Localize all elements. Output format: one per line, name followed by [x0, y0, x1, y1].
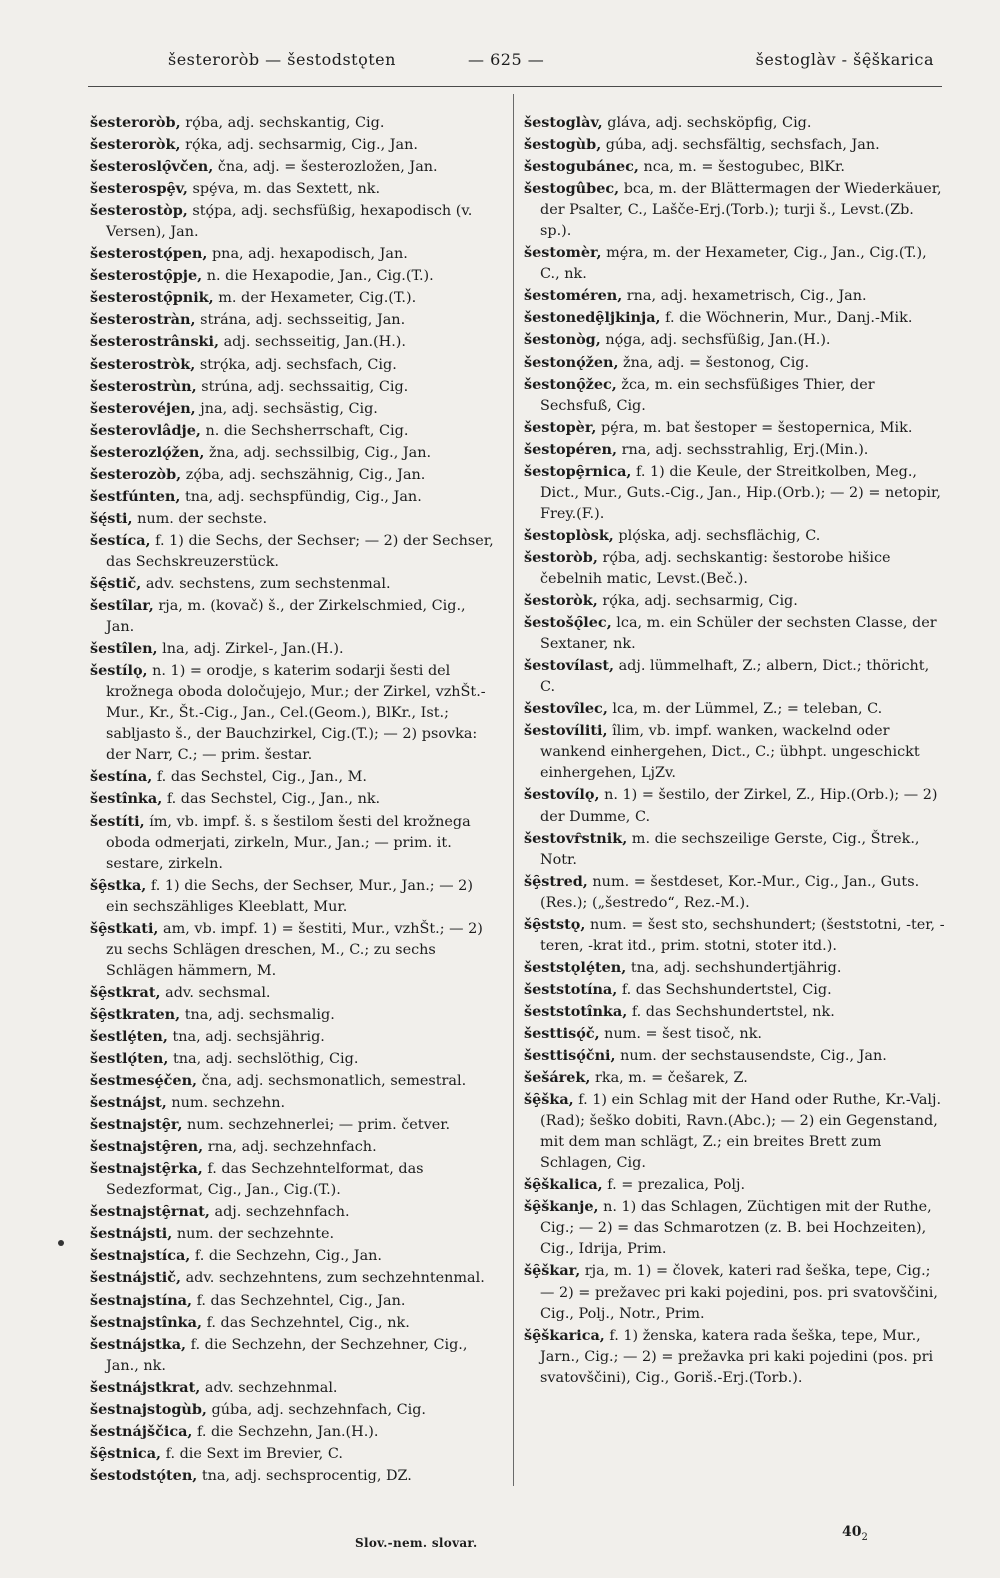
entry-definition: tna, adj. sechsmalig. — [184, 1006, 335, 1023]
entry-headword: šestnájst, — [90, 1094, 167, 1112]
dictionary-entry — [90, 660, 498, 766]
dictionary-entry — [524, 1174, 946, 1196]
entry-headword: šesterovlâdje, — [90, 421, 201, 439]
entry-definition: f. 1) die Sechs, der Sechser; — 2) der Sechser, das Sechskreuzerstück. — [106, 532, 494, 570]
dictionary-entry — [90, 1399, 498, 1421]
entry-headword: šesterostòp, — [90, 202, 188, 220]
entry-definition: rǫ́ba, adj. sechskantig, Cig. — [185, 115, 385, 131]
entry-definition: am, vb. impf. 1) = šestiti, Mur., vzhŠt.; — 2) zu sechs Schlägen dreschen, M., C.; zu sechs Schlägen hämmern, M. — [106, 920, 483, 979]
entry-definition: f. das Sechzehntel, Cig., Jan. — [196, 1292, 406, 1309]
entry-headword: šesteroròb, — [90, 114, 181, 131]
dictionary-entry — [90, 1048, 498, 1070]
entry-definition: tna, adj. sechsjährig. — [172, 1028, 325, 1045]
entry-headword: šesteroròk, — [90, 136, 181, 154]
entry-definition: gláva, adj. sechsköpfig, Cig. — [607, 115, 812, 131]
entry-definition: f. die Sechzehn, der Sechzehner, Cig., Jan., nk. — [106, 1336, 468, 1374]
entry-headword: šesterostròk, — [90, 355, 196, 373]
dictionary-entry — [90, 243, 498, 265]
entry-headword: šestnajstȩ̑r, — [90, 1116, 183, 1134]
entry-definition: f. das Sechstel, Cig., Jan., M. — [156, 769, 367, 786]
dictionary-entry — [90, 354, 498, 376]
dictionary-entry — [90, 1070, 498, 1092]
dictionary-entry — [90, 376, 498, 398]
dictionary-entry — [524, 698, 946, 720]
dictionary-entry — [524, 914, 946, 957]
entry-definition: plǫ́ska, adj. sechsflächig, C. — [618, 527, 821, 544]
entry-headword: šȩ̑ška, — [524, 1091, 574, 1109]
dictionary-entry — [90, 1443, 498, 1465]
dictionary-entry — [90, 573, 498, 595]
entry-headword: šešárek, — [524, 1069, 591, 1087]
entry-definition: f. die Sechzehn, Jan.(H.). — [197, 1423, 379, 1440]
entry-headword: šestopéren, — [524, 440, 618, 458]
entry-headword: šestnájstka, — [90, 1335, 187, 1353]
entry-headword: šȩ̑škalica, — [524, 1176, 603, 1194]
entry-definition: num. der sechzehnte. — [176, 1226, 335, 1243]
dictionary-entry — [524, 547, 946, 590]
entry-headword: šesterostrùn, — [90, 377, 197, 395]
entry-definition: nǫ́ga, adj. sechsfüßig, Jan.(H.). — [605, 332, 831, 349]
entry-headword: šestomèr, — [524, 244, 602, 262]
entry-headword: šestogùb, — [524, 136, 602, 154]
dictionary-entry — [90, 112, 498, 134]
entry-headword: šestopèr, — [524, 418, 597, 436]
entry-headword: šestnajstȩ̑ren, — [90, 1138, 204, 1156]
entry-headword: šę̑stič, — [90, 574, 142, 592]
entry-definition: num. sechzehn. — [171, 1095, 286, 1112]
entry-headword: šestodstǫ́ten, — [90, 1466, 198, 1484]
entry-headword: šestoròb, — [524, 548, 598, 566]
dictionary-entry — [90, 309, 498, 331]
entry-headword: šȩ̑stred, — [524, 872, 588, 890]
dictionary-entry — [90, 595, 498, 638]
entry-definition: jna, adj. sechsästig, Cig. — [200, 400, 378, 417]
dictionary-entry — [524, 590, 946, 612]
dictionary-entry — [524, 1325, 946, 1389]
dictionary-entry — [524, 1023, 946, 1045]
dictionary-entry — [90, 918, 498, 982]
entry-headword: šesttisǫ́č, — [524, 1024, 600, 1042]
entry-headword: šestíca, — [90, 531, 151, 549]
entry-definition: gúba, adj. sechzehnfach, Cig. — [211, 1401, 426, 1418]
entry-definition: m. der Hexameter, Cig.(T.). — [218, 290, 417, 307]
entry-headword: šestovíliti, — [524, 722, 608, 740]
dictionary-entry — [90, 1136, 498, 1158]
entry-definition: tna, adj. sechspfündig, Cig., Jan. — [184, 488, 422, 505]
entry-headword: šestonòg, — [524, 331, 601, 349]
entry-definition: rǫ́ka, adj. sechsarmig, Cig., Jan. — [185, 137, 418, 154]
dictionary-entry — [90, 420, 498, 442]
dictionary-entry — [90, 1114, 498, 1136]
entry-headword: šestílǫ, — [90, 662, 148, 680]
entry-headword: šestoméren, — [524, 287, 623, 305]
dictionary-entry — [90, 331, 498, 353]
dictionary-entry — [524, 112, 946, 134]
entry-definition: adj. sechzehnfach. — [214, 1204, 350, 1221]
dictionary-entry — [90, 1223, 498, 1245]
entry-definition: rna, adj. sechzehnfach. — [207, 1139, 377, 1156]
entry-definition: f. das Sechshundertstel, nk. — [631, 1003, 835, 1020]
entry-headword: šestovílǫ, — [524, 786, 600, 804]
dictionary-entry — [90, 1465, 498, 1487]
entry-definition: num. = šestdeset, Kor.-Mur., Cig., Jan., Guts.(Res.); („šestredo“, Rez.-M.). — [540, 873, 920, 911]
entry-headword: šestnajstína, — [90, 1291, 193, 1309]
entry-definition: f. = prezalica, Polj. — [607, 1177, 746, 1194]
entry-definition: adv. sechzehnmal. — [204, 1379, 338, 1396]
dictionary-entry — [90, 178, 498, 200]
entry-headword: šesterospȩ̑v, — [90, 180, 188, 198]
entry-definition: žna, adj. sechssilbig, Cig., Jan. — [208, 444, 432, 461]
entry-definition: tna, adj. sechsprocentig, DZ. — [201, 1467, 412, 1484]
entry-definition: m. die sechszeilige Gerste, Cig., Štrek., Notr. — [540, 830, 920, 868]
entry-headword: šȩ̑stkraten, — [90, 1005, 181, 1023]
entry-definition: rna, adj. sechsstrahlig, Erj.(Min.). — [621, 441, 869, 458]
entry-definition: n. die Hexapodie, Jan., Cig.(T.). — [206, 268, 434, 285]
dictionary-entry — [524, 1196, 946, 1260]
entry-definition: f. das Sechshundertstel, Cig. — [621, 981, 832, 998]
entry-definition: f. 1) ein Schlag mit der Hand oder Ruthe, Kr.-Valj.(Rad); šeško dobiti, Ravn.(Abc.); — 2) ein Gegenstand, mit dem man schlägt, Z.; ein breites Brett zum Schlagen, Cig. — [540, 1092, 942, 1172]
right-column — [524, 112, 946, 1389]
entry-definition: zǫ́ba, adj. sechszähnig, Cig., Jan. — [185, 466, 426, 483]
entry-headword: šesterozòb, — [90, 465, 182, 483]
entry-definition: spȩ́va, m. das Sextett, nk. — [192, 181, 381, 198]
entry-definition: n. die Sechsherrschaft, Cig. — [205, 422, 409, 439]
entry-definition: f. die Wöchnerin, Mur., Danj.-Mik. — [665, 310, 913, 327]
entry-definition: rja, m. 1) = človek, kateri rad šeška, tepe, Cig.; — 2) = prežavec pri kaki pojedini, pos. pri svatovščini, Cig., Polj., Notr., Prim. — [540, 1263, 938, 1322]
entry-headword: šestîlar, — [90, 597, 154, 615]
entry-headword: šestošǫ̑lec, — [524, 614, 612, 632]
dictionary-entry — [90, 200, 498, 243]
entry-definition: f. das Sechstel, Cig., Jan., nk. — [166, 791, 381, 808]
entry-headword: šestnájstkrat, — [90, 1378, 201, 1396]
dictionary-entry — [524, 307, 946, 329]
entry-headword: šestovȓstnik, — [524, 829, 628, 847]
entry-headword: šestoplòsk, — [524, 526, 614, 544]
entry-headword: šestopȩ̑rnica, — [524, 462, 632, 480]
entry-definition: n. 1) = orodje, s katerim sodarji šesti del krožnega oboda določujejo, Mur.; der Zirkel, vzhŠt.-Mur., Kr., Št.-Cig., Jan., Cel.(Geom.), BlKr., Ist.; sabljasto š., der Bauchzirkel, Cig.(T.); — 2) psovka: der Narr, C.; — prim. šestar. — [106, 663, 486, 764]
entry-definition: žca, m. ein sechsfüßiges Thier, der Sechsfuß, Cig. — [540, 376, 875, 414]
dictionary-entry — [524, 1260, 946, 1324]
entry-headword: šesterostràn, — [90, 311, 196, 329]
dictionary-entry — [90, 1245, 498, 1267]
dictionary-entry — [524, 979, 946, 1001]
entry-headword: šesteroslǫ̑včen, — [90, 158, 214, 176]
entry-definition: num. = šest sto, sechshundert; (šeststotni, -ter, -teren, -krat itd., prim. stotni, stoter itd.). — [540, 916, 945, 954]
entry-headword: šestonǫ̑žec, — [524, 375, 617, 393]
dictionary-entry — [90, 1267, 498, 1289]
entry-headword: šestogubánec, — [524, 158, 639, 176]
dictionary-entry — [524, 374, 946, 417]
dictionary-entry — [524, 720, 946, 784]
dictionary-entry — [524, 1089, 946, 1174]
dictionary-entry — [524, 525, 946, 547]
entry-headword: šestnajstȩ̑rka, — [90, 1160, 203, 1178]
entry-headword: šestíti, — [90, 812, 145, 830]
entry-definition: f. das Sechzehntel, Cig., nk. — [206, 1314, 410, 1331]
entry-headword: šeststotína, — [524, 980, 618, 998]
entry-headword: šeststǫlȩ́ten, — [524, 958, 627, 976]
entry-headword: šesterostǫ̑pnik, — [90, 289, 214, 307]
dictionary-entry — [524, 285, 946, 307]
dictionary-entry — [90, 134, 498, 156]
entry-headword: šestogûbec, — [524, 180, 620, 198]
entry-headword: šestîlen, — [90, 640, 158, 658]
dictionary-entry — [524, 242, 946, 285]
dictionary-entry — [90, 788, 498, 810]
entry-headword: šȩ̑ststǫ, — [524, 915, 586, 933]
dictionary-entry — [90, 265, 498, 287]
dictionary-entry — [90, 287, 498, 309]
entry-headword: šestoròk, — [524, 592, 598, 610]
entry-definition: bca, m. der Blättermagen der Wiederkäuer, der Psalter, C., Lašče-Erj.(Torb.); turji š., Levst.(Zb. sp.). — [540, 181, 942, 240]
signature-line: Slov.-nem. slovar. — [355, 1536, 478, 1550]
dictionary-entry — [90, 1004, 498, 1026]
dictionary-entry — [90, 398, 498, 420]
entry-definition: lna, adj. Zirkel-, Jan.(H.). — [162, 641, 344, 658]
dictionary-entry — [524, 134, 946, 156]
running-header — [88, 50, 934, 80]
entry-headword: šȩ̑škanje, — [524, 1198, 599, 1216]
entry-headword: šesterozlǫ́žen, — [90, 443, 205, 461]
dictionary-entry — [90, 508, 498, 530]
entry-definition: rǫ́ba, adj. sechskantig: šestorobe hišice čebelnih matic, Levst.(Beč.). — [540, 549, 891, 587]
dictionary-entry — [524, 329, 946, 351]
dictionary-entry — [524, 828, 946, 871]
entry-definition: f. die Sext im Brevier, C. — [165, 1445, 343, 1462]
entry-definition: gúba, adj. sechsfältig, sechsfach, Jan. — [605, 137, 880, 154]
dictionary-entry — [90, 530, 498, 573]
entry-definition: stǫ́pa, adj. sechsfüßig, hexapodisch (v. Versen), Jan. — [106, 203, 473, 241]
dictionary-entry — [90, 1312, 498, 1334]
dictionary-entry — [90, 811, 498, 875]
sheet-subnumber: 2 — [861, 1531, 868, 1543]
dictionary-entry — [90, 1092, 498, 1114]
entry-definition: rja, m. (kovač) š., der Zirkelschmied, Cig., Jan. — [106, 598, 466, 636]
entry-headword: šesterovéjen, — [90, 399, 196, 417]
dictionary-entry — [90, 442, 498, 464]
entry-headword: šestlǫ́ten, — [90, 1050, 169, 1068]
entry-headword: šestnajstînka, — [90, 1313, 202, 1331]
dictionary-entry — [90, 1421, 498, 1443]
dictionary-entry — [90, 1290, 498, 1312]
entry-headword: šestovílast, — [524, 657, 614, 675]
left-column — [90, 112, 498, 1487]
dictionary-entry — [524, 156, 946, 178]
dictionary-entry — [524, 439, 946, 461]
entry-headword: šȩ̑škarica, — [524, 1326, 605, 1344]
entry-definition: num. der sechstausendste, Cig., Jan. — [620, 1048, 887, 1065]
dictionary-entry — [524, 1045, 946, 1067]
dictionary-entry — [90, 156, 498, 178]
dictionary-entry — [524, 957, 946, 979]
dictionary-entry — [524, 178, 946, 242]
dictionary-entry — [90, 486, 498, 508]
entry-headword: šesterostǫ́pen, — [90, 245, 208, 263]
entry-headword: šestnájščica, — [90, 1422, 193, 1440]
dictionary-entry — [90, 875, 498, 918]
entry-definition: rka, m. = češarek, Z. — [594, 1070, 748, 1087]
entry-definition: îlim, vb. impf. wanken, wackelnd oder wankend einhergehen, Dict., C.; übhpt. ungeschickt einhergehen, LjZv. — [540, 723, 920, 782]
entry-definition: n. 1) das Schlagen, Züchtigen mit der Ruthe, Cig.; — 2) = das Schmarotzen (z. B. bei Hochzeiten), Cig., Idrija, Prim. — [540, 1199, 932, 1258]
entry-definition: adv. sechsmal. — [165, 984, 271, 1001]
entry-headword: šestfúnten, — [90, 487, 181, 505]
dictionary-entry — [524, 784, 946, 827]
entry-headword: šę́sti, — [90, 509, 133, 527]
sheet-mark — [842, 1524, 868, 1543]
dictionary-entry — [90, 638, 498, 660]
dictionary-entry — [524, 352, 946, 374]
dictionary-entry — [90, 1201, 498, 1223]
entry-definition: f. 1) ženska, katera rada šeška, tepe, Mur., Jarn., Cig.; — 2) = prežavka pri kaki pojedini (pos. pri svatovščini), Cig., Goriš.-Erj.(Torb.). — [540, 1327, 934, 1386]
entry-definition: tna, adj. sechslöthig, Cig. — [172, 1051, 359, 1068]
entry-definition: rna, adj. hexametrisch, Cig., Jan. — [626, 288, 867, 305]
entry-definition: rǫ́ka, adj. sechsarmig, Cig. — [602, 593, 798, 610]
entry-definition: adj. sechsseitig, Jan.(H.). — [223, 334, 406, 351]
entry-definition: strǫ́ka, adj. sechsfach, Cig. — [199, 356, 397, 373]
sheet-number: 40 — [842, 1524, 862, 1540]
entry-headword: šestonǫ́žen, — [524, 353, 619, 371]
dictionary-entry — [90, 1158, 498, 1201]
dictionary-entry — [524, 1001, 946, 1023]
entry-headword: šestnájsti, — [90, 1225, 173, 1243]
entry-headword: šestînka, — [90, 790, 163, 808]
entry-headword: šesterostǫ̑pje, — [90, 267, 203, 285]
dictionary-entry — [90, 766, 498, 788]
entry-headword: šesttisǫ́čni, — [524, 1047, 616, 1065]
entry-headword: šestoglàv, — [524, 114, 603, 131]
entry-headword: šestlȩ́ten, — [90, 1027, 168, 1045]
entry-headword: šeststotînka, — [524, 1002, 628, 1020]
entry-headword: šestína, — [90, 768, 153, 786]
entry-headword: šestnajstíca, — [90, 1247, 191, 1265]
entry-headword: šȩ̑stnica, — [90, 1444, 162, 1462]
entry-definition: f. 1) die Sechs, der Sechser, Mur., Jan.; — 2) ein sechszähliges Kleeblatt, Mur. — [106, 877, 473, 915]
dictionary-entry — [90, 1334, 498, 1377]
entry-definition: adj. lümmelhaft, Z.; albern, Dict.; thöricht, C. — [540, 658, 930, 696]
entry-definition: strúna, adj. sechssaitig, Cig. — [201, 378, 409, 395]
header-right-guideword: šestoglàv - šę̑škarica — [755, 50, 934, 69]
dictionary-entry — [90, 1026, 498, 1048]
entry-headword: šestonedȩ̑ljkinja, — [524, 309, 661, 327]
entry-definition: čna, adj. sechsmonatlich, semestral. — [201, 1073, 467, 1090]
entry-definition: pȩ́ra, m. bat šestoper = šestopernica, Mik. — [600, 419, 913, 436]
dictionary-entry — [524, 417, 946, 439]
dictionary-entry — [90, 464, 498, 486]
entry-definition: tna, adj. sechshundertjährig. — [630, 959, 842, 976]
entry-headword: šȩ̑stkrat, — [90, 983, 161, 1001]
header-rule — [88, 86, 942, 87]
entry-definition: mȩ́ra, m. der Hexameter, Cig., Jan., Cig.(T.), C., nk. — [540, 245, 927, 283]
entry-definition: f. die Sechzehn, Cig., Jan. — [194, 1248, 382, 1265]
page-number: — 625 — — [468, 50, 545, 69]
entry-headword: šȩ̑stkati, — [90, 919, 159, 937]
entry-definition: strána, adj. sechsseitig, Jan. — [200, 312, 406, 329]
entry-definition: adv. sechzehntens, zum sechzehntenmal. — [185, 1270, 485, 1287]
margin-mark — [58, 1240, 64, 1246]
entry-headword: šȩ̑škar, — [524, 1262, 581, 1280]
entry-definition: pna, adj. hexapodisch, Jan. — [211, 246, 408, 263]
entry-headword: šestnájstič, — [90, 1269, 181, 1287]
dictionary-entry — [524, 655, 946, 698]
entry-definition: nca, m. = šestogubec, BlKr. — [643, 159, 845, 176]
entry-definition: f. 1) die Keule, der Streitkolben, Meg., Dict., Mur., Guts.-Cig., Jan., Hip.(Orb.); — 2) = netopir, Frey.(F.). — [540, 463, 941, 522]
entry-headword: šesterostrânski, — [90, 333, 220, 351]
column-divider — [513, 94, 514, 1486]
dictionary-entry — [90, 982, 498, 1004]
entry-definition: čna, adj. = šesterozložen, Jan. — [217, 159, 438, 176]
dictionary-entry — [524, 612, 946, 655]
entry-definition: ím, vb. impf. š. s šestilom šesti del krožnega oboda odmerjati, zirkeln, Mur., Jan.; — prim. it. sestare, zirkeln. — [106, 813, 471, 872]
dictionary-entry — [524, 871, 946, 914]
entry-definition: f. das Sechzehntelformat, das Sedezformat, Cig., Jan., Cig.(T.). — [106, 1161, 424, 1199]
entry-definition: žna, adj. = šestonog, Cig. — [623, 354, 810, 371]
dictionary-entry — [524, 1067, 946, 1089]
entry-definition: num. der sechste. — [137, 510, 268, 527]
entry-headword: šestovîlec, — [524, 700, 608, 718]
entry-headword: šestnajstȩ̑rnat, — [90, 1203, 210, 1221]
dictionary-entry — [524, 461, 946, 525]
dictionary-entry — [90, 1377, 498, 1399]
entry-definition: adv. sechstens, zum sechstenmal. — [145, 575, 391, 592]
entry-definition: lca, m. ein Schüler der sechsten Classe, der Sextaner, nk. — [540, 615, 937, 653]
header-left-guideword: šesteroròb — šestodstǫten — [168, 50, 396, 69]
entry-headword: šȩ̑stka, — [90, 876, 147, 894]
entry-definition: num. = šest tisoč, nk. — [604, 1025, 762, 1042]
entry-definition: num. sechzehnerlei; — prim. četver. — [187, 1117, 451, 1134]
entry-definition: n. 1) = šestilo, der Zirkel, Z., Hip.(Orb.); — 2) der Dumme, C. — [540, 787, 938, 825]
entry-headword: šestnajstogùb, — [90, 1400, 207, 1418]
entry-headword: šestmesȩ́čen, — [90, 1072, 198, 1090]
entry-definition: lca, m. der Lümmel, Z.; = teleban, C. — [612, 701, 883, 718]
